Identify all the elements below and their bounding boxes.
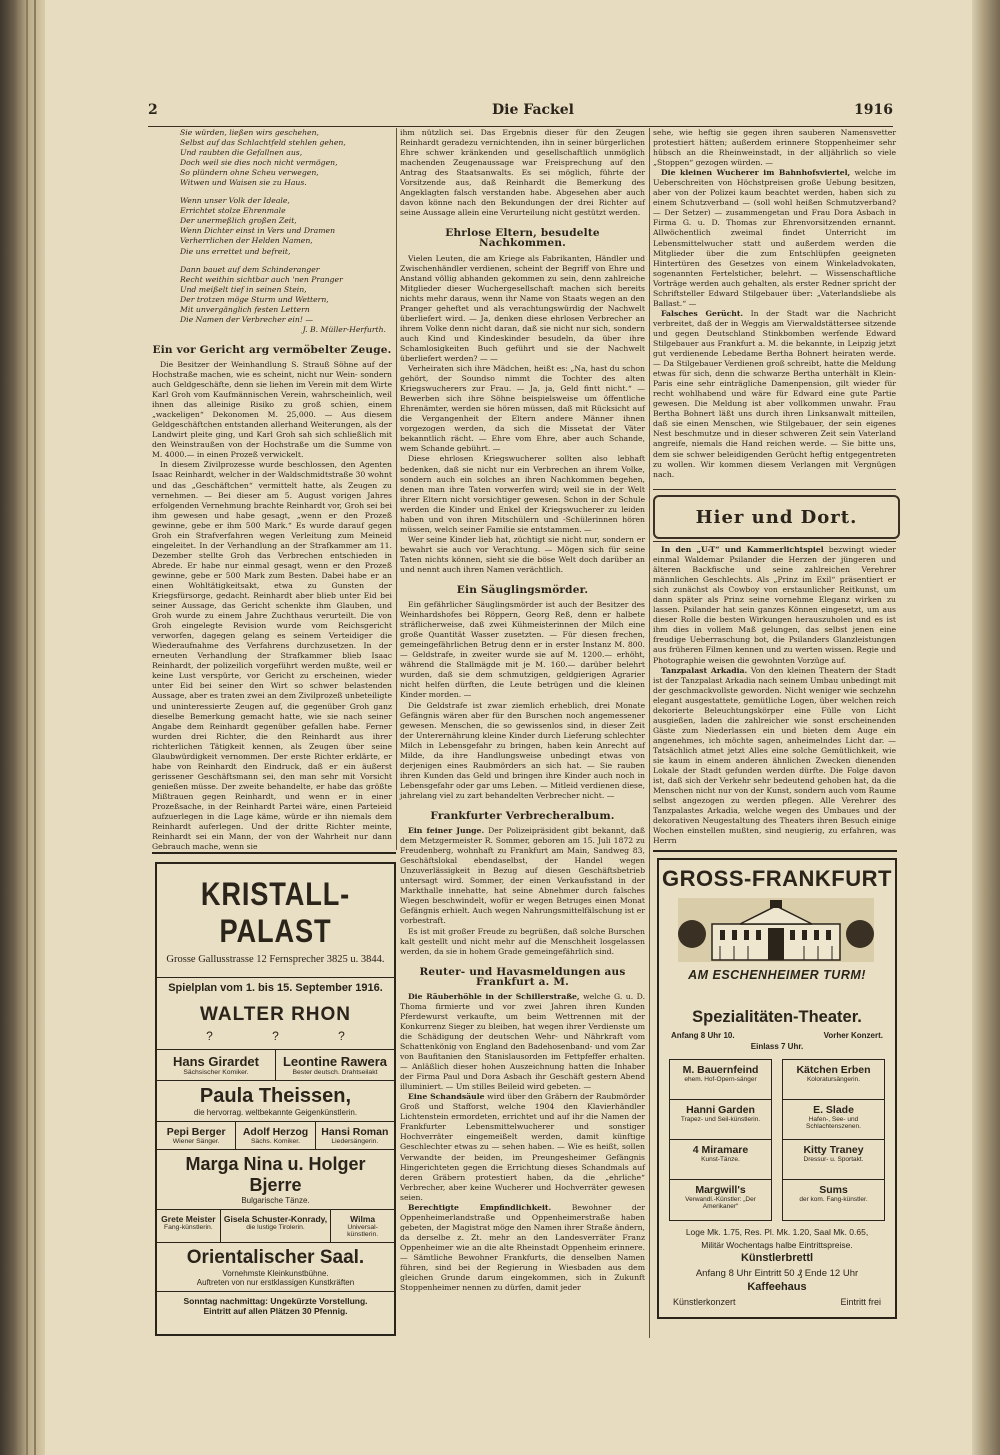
ad-title: GROSS-FRANKFURT: [659, 860, 895, 892]
paragraph: Die Besitzer der Weinhandlung S. Strauß Söhne auf der Hochstraße machen, wie es scheint, nicht nur Wein- sondern auch Geldgeschäfte, denn sie liehen im Verein mit dem Wirte Karl Groh vom Kaufmännischen Verein, wahrscheinlich, weil ihnen das alleinige Risiko zu groß schien, einem „wackeligen“ Dekonomen M. 25,000. — Aus diesem Geldgeschäftchen entstanden allerhand Weiterungen, als der Landwirt pleite ging, und Karl Groh sah sich schließlich mit den Weinstraußen von der Hochstraße um die Summe von M. 4000.— in einen Prozeß verwickelt.: [152, 359, 392, 460]
kuenstlerkonzert: Künstlerkonzert: [673, 1297, 736, 1307]
paragraph: Falsches Gerücht. In der Stadt war die Nachricht verbreitet, daß der in Weggis am Vierwaldstättersee sitzende und gegen Deutschland Stinkbomben werfende Edward Stilgebauer aus Frankfurt a. M. die bekannte, in Leipzig jetzt gut verdienende Lebedame Bertha Bohnert heiraten werde. — Da Stilgebauer Verdienen groß schreibt, hatte die Meldung etwas für sich, denn die schwarze Bertha unterhält in Klein-Paris eine sehr einträgliche Damenpension, gilt wieder für recht wohlhabend und wäre für Edward eine gute Partie gewesen. Die Meldung ist aber vollkommen unwahr. Frau Bertha Bohnert läßt uns durch ihren Linksanwalt mitteilen, daß sie einen Menschen, wie Stilgebauer, der sein eigenes Nest beschmutze und in dieser schweren Zeit sein Vaterland angreife, niemals die Hand reichen werde. — Sie bitte uns, dem sie schwer beleidigenden Gerücht heftig entgegentreten zu wollen. Wir kommen diesem Verlangen mit Vergnügen nach.: [653, 308, 896, 479]
paragraph: In den „U-T“ und Kammerlichtspiel bezwingt wieder einmal Waldemar Psilander die Herzen der jüngeren und älteren Backfische und seine zahlreichen Verehrer männlichen Geschlechts. Als „Prinz im Exil“ präsentiert er sich zunächst als Cowboy von erstaunlicher Reitkunst, um dann später als Prinz seine vornehme Eleganz wirken zu lassen. Psilander hat sein ganzes Können eingesetzt, um aus dieser Rolle die besten Wirkungen herauszuholen und es ist ihm dies in vollem Maß gelungen, das selbst jenen eine freudige Ueberraschung bot, die Psilanders Glanzleistungen aus früheren Filmen kennen und zu werten wissen. Regie und Photographie weisen die gewohnten Vorzüge auf.: [653, 545, 896, 665]
paragraph: Wer seine Kinder lieb hat, züchtigt sie nicht nur, sondern er bewahrt sie auch vor Verachtung. — Mögen sich für seine Taten nichts können, sieht sie die böse Welt doch darüber an und nennt auch ihren Namen verächtlich.: [400, 534, 645, 574]
kristall-palast-ad: KRISTALL-PALAST Grosse Gallusstrasse 12 Fernsprecher 3825 u. 3844. Spielplan vom 1. bis 15. September 1916. WALTER RHON ? ? ? Hans Girardet Sächsischer Komiker. Leontine Rawera Bester deutsch. Drahtseilakt Paula Theissen, die hervorrag. weltbekannte Geigenkünstlerin. Pepi Berger Wiener Sänger. Adolf Herzog Sächs. Komiker. Hansi Roman Liedersängerin. Marga Nina u. Holger Bjerre Bulgarische Tänze. Grete Meister Fang-künstlerin. Gisela Schuster-Konrady, die lustige Tirolerin. Wilma Universal-künstlerin. Orientalischer Saal. Vornehmste Kleinkunstbühne. Auftreten von nur erstklassigen Kunstkräften Sonntag nachmittag: Ungekürzte Vorstellung. Eintritt auf allen Plätzen 30 Pfennig.: [155, 862, 396, 1336]
ad-rule: [152, 852, 396, 854]
military-note: Militär Wochentags halbe Eintrittspreise.: [701, 1240, 853, 1250]
paragraph: sehe, wie heftig sie gegen ihren sauberen Namensvetter protestiert hätten; außerdem erinnere Stoppenheimer sehr hübsch an die Rheinweinstadt, in der alljährlich so viele „Stoppen“ gezogen würden. —: [653, 128, 896, 168]
page-number: 2: [148, 102, 158, 118]
paragraph: In diesem Zivilprozesse wurde beschlossen, den Agenten Isaac Reinhardt, welcher in der Waldschmidtstraße 30 wohnt und das „Geschäftchen“ vermittelt hatte, als Zeugen zu vernehmen. — Bei dieser am 5. August vorigen Jahres erfolgenden Vernehmung brachte Reinhardt vor, Groh sei bei ihm gewesen und habe gesagt, „wenn er den Prozeß gewinne, gebe er ihm 500 Mark.“ Es wurde darauf gegen Groh ein Strafverfahren wegen Verleitung zum Meineid eingeleitet. In der Verhandlung an der Strafkammer am 11. Dezember stellte Groh das Verbrechen entschieden in Abrede. Er habe nur einmal gesagt, wenn er den Prozeß gewinne, gebe er 500 Mark zum Besten. Dabei habe er an einen Wohltätigkeitsakt, etwa zu Gunsten der Kriegsfürsorge, gedacht. Reinhardt aber blieb unter Eid bei seiner Aussage, das Gericht schenkte ihm Glauben, und Groh wurde zu einem Jahre Zuchthaus verurteilt. Die von Groh eingelegte Revision wurde vom Reichsgericht verworfen, dagegen gelang es seinem Verteidiger die Wiederaufnahme des Verfahrens durchzusetzen. In der erneuten Verhandlung der Strafkammer blieb Isaac Reinhardt, der polizeilich vorgeführt werden mußte, weil er keine Lust verspürte, vor Gericht zu erscheinen, wieder unter Eid bei seiner den Wirt so schwer belastenden Aussage, aber es traten zwei an dem Zivilprozeß unbeteiligte und uninteressierte Zeugen auf, die gegenüber Groh ganz dieselbe Bemerkung gemacht hatte, wie sie nach seiner Angabe dem Reinhardt gegenüber gefallen habe. Ferner wurden drei Richter, die den Reinhardt aus ihrer richterlichen Tätigkeit kennen, als Zeugen über seine Glaubwürdigkeit vernommen. Der erste Richter erklärte, er habe von Reinhardt den Eindruck, daß er ein äußerst gerissener Geschäftsmann sei, den man sehr mit Vorsicht genießen müsse. Der zweite behandelte, er habe das größte Mißtrauen gegen Reinhardt, und wenn er in einer Prozeßsache, in der Reinhardt Partei wäre, einen Parteieid aufzuerlegen in die Lage käme, würde er ihn niemals dem Reinhardt auferlegen. Und der dritte Richter meinte, Reinhardt sei ein Mann, der von der Wahrheit nur dann Gebrauch mache, wenn sie: [152, 460, 392, 852]
column-1: [152, 128, 392, 852]
section-rule: [653, 541, 896, 542]
ad-rule: [653, 850, 897, 852]
concert-note: Vorher Konzert.: [823, 1031, 883, 1040]
sunday-note: Sonntag nachmittag: Ungekürzte Vorstellung.: [183, 1296, 368, 1306]
start-time: Anfang 8 Uhr 10.: [671, 1031, 735, 1040]
paragraph: Berechtigte Empfindlichkeit. Bewohner der Oppenheimerlandstraße und Oppenheimerstraße haben gebeten, der Magistrat möge den Namen ihrer Straße ändern, da derselbe z. Zt. mehr an den Landesverräter Franz Oppenheimer wie an die alte Rheinstadt Oppenheim erinnere. — Sämtliche Bewohner Frankfurts, die denselben Namen führen, sind bei der Regierung in Wiesbaden aus dem gleichen Grunde darum eingekommen, sich in Zukunft Stoppenheimer nennen zu dürfen, damit jeder: [400, 1202, 646, 1293]
entry-price: Eintritt auf allen Plätzen 30 Pfennig.: [203, 1306, 348, 1316]
column-rule: [396, 128, 397, 850]
column-rule: [649, 128, 650, 1338]
page-year: 1916: [854, 102, 893, 118]
paragraph: Tanzpalast Arkadia. Von den kleinen Theatern der Stadt ist der Tanzpalast Arkadia nach seinem Umbau unbedingt mit der geschmackvollste geworden. Nicht weniger wie sechzehn elegant ausgestattete, gemütliche Logen, über welchen reich dekorierte Beleuchtungskörper eine Fülle von Licht ausgießen, laden die zahlreicher wie sonst erscheinenden Gäste zum Niederlassen ein und bieten dem Auge ein angenehmes, ich möchte sagen, anheimelndes Licht dar. — Tatsächlich atmet jetzt Alles eine solche Gemütlichkeit, wie sie kaum in einem anderen ähnlichen Zwecken dienenden Lokale der Stadt gefunden werden dürfte. Die Folge davon ist, daß sich der Verkehr sehr bedeutend gehoben hat, da die Menschen nicht nur von der Kunst, sondern auch vom Raume selbst angezogen zu werden pflegen. Alle Verehrer des Tanzpalastes Arkadia, welche wegen des Umbaues und der dekorativen Neugestaltung des Theaters ihren Besuch einige Wochen einstellen mußten, sind neugierig, zu erfahren, was Herrn: [653, 665, 896, 846]
headline-eltern: Ehrlose Eltern, besudelte Nachkommen.: [445, 227, 600, 250]
paragraph: Diese ehrlosen Kriegswucherer sollten also lebhaft bedenken, daß sie nicht nur ein Verbrechen an ihrem Volke, sondern auch ein solches an ihren Nachkommen begehen, denen man ihre Taten vorwerfen wird; weil sie in der Welt ihrer Eltern nicht vorsichtiger gewesen. Schon in der Schule werden die Kinder und Enkel der Kriegswucherer zu leiden haben und von ihren Mitschülern und -Schülerinnen hören müssen, welch seiner Familie sie entstammen. —: [400, 454, 645, 534]
page-edge: [972, 0, 1000, 1455]
paragraph: Es ist mit großer Freude zu begrüßen, daß solche Burschen kalt gestellt und nicht mehr auf die Menschheit losgelassen werden, da sie in hohem Grade gemeingefährlich sind.: [400, 926, 645, 956]
paragraph: Eine Schandsäule wird über den Gräbern der Raubmörder Groß und Stafforst, welche 1904 den Klavierhändler Lichtenstein ermordeten, errichtet und auf ihr die Namen der Frankfurter Lebensmittelwucherer und sonstiger Hochverräter eingemeißelt werden, damit künftige Geschlechter etwas zu — sehen haben. — Wie es heißt, sollen Verwandte der beiden, im Preungesheimer Gefängnis Hingerichteten gegen die Errichtung dieses Schandmals auf deren Gräbern protestiert haben, da die „ehrliche“ Verbrecher, aber keine Wucherer und Hochverräter gewesen seien.: [400, 1092, 646, 1202]
section-rule: [653, 489, 896, 490]
book-binding: [0, 0, 45, 1455]
paragraph: Verheiraten sich ihre Mädchen, heißt es: „Na, hast du schon gehört, der Soundso nimmt die Tochter des alten Kriegswucherers zur Frau. — Ja, ja, Geld fintt nicht.“ — Bewerben sich ihre Söhne beispielsweise um öffentliche Ehrenämter, werden sie hören müssen, daß mit Rücksicht auf die Vergangenheit der Eltern andere Männer ihnen vorgezogen werden, da sich die Missetat der Väter bekanntlich rächt. — Ehre vom Ehre, aber auch Schande, wem Schande gebührt. —: [400, 364, 645, 454]
headline-saeugling: Ein Säuglingsmörder.: [456, 584, 589, 597]
ad-subtitle: AM ESCHENHEIMER TURM!: [688, 968, 866, 982]
spezialitaeten-theater: Spezialitäten-Theater.: [692, 1008, 862, 1026]
paragraph: Ein gefährlicher Säuglingsmörder ist auch der Besitzer des Weinhardshofes bei Röppern, Georg Reß, denn er halbete sträflicherweise, daß zwei Kühmeisterinnen der Milch eine große Quantität Wasser zusetzten. — Für diesen frechen, gemeingefährlichen Betrug denn er in erster Instanz M. 800.— Geldstrafe, in zweiter wurde sie auf M. 1200.— erhöht, während die Stallmägde mit je M. 160.— darüber belehrt wurden, daß sie dem schmutzigen, geldgierigen Agrarier nicht helfen dürften, die Leute betrügen und die kleinen Kinder morden. —: [400, 600, 645, 700]
question-marks: ? ? ?: [206, 1029, 373, 1043]
headline-reuter: Reuter- und Havasmeldungen aus Frankfurt a. M.: [419, 965, 626, 988]
column-2: [400, 128, 645, 1293]
ad-program: Spielplan vom 1. bis 15. September 1916.: [157, 977, 394, 994]
ad-address: Grosse Gallusstrasse 12 Fernsprecher 3825 u. 3844.: [166, 954, 385, 965]
headliner: WALTER RHON: [199, 1004, 352, 1025]
poem-author: J. B. Müller-Herfurth.: [302, 324, 386, 334]
poem: Sie würden, ließen wirs geschehen, Selbst auf das Schlachtfeld stehlen gehen, Und raubten die Gefallnen aus, Doch weil sie dies noch nicht vermögen, So plündern ohne Scheu verwegen, Witwen und Waisen sie zu Haus. Wenn unser Volk der Ideale, Errichtet stolze Ehrenmale Der unermeßlich großen Zeit, Wenn Dichter einst in Vers und Dramen Verherrlichen der Helden Namen, Die uns errettet und befreit, Dann bauet auf dem Schinderanger Recht weithin sichtbar auch 'nen Pranger Und meißelt tief in seinen Stein, Der trotzen möge Sturm und Wettern, Mit unvergänglich festen Lettern Die Namen der Verbrecher ein! —: [180, 128, 346, 324]
act-paula: Paula Theissen,: [199, 1085, 352, 1107]
einlass: Einlass 7 Uhr.: [750, 1042, 804, 1051]
paragraph: Ein feiner Junge. Der Polizeipräsident gibt bekannt, daß dem Metzgermeister R. Sommer, geboren am 15. Juli 1872 zu Freudenberg, wohnhaft zu Frankfurt am Main, Sandweg 83, Geschäftslokal ebendaselbst, der Handel wegen Unzuverlässigkeit in Bezug auf diesen Geschäftsbetrieb untersagt wird. Sommer, der einen Verkaufsstand in der Markthalle innehatte, hat seine Abnehmer durch falsches Wiegen beschwindelt, wofür er wegen Betruges einen Monat Gefängnis erhielt. Auch wegen Nahrungsmittelfälschung ist er vorbestraft.: [400, 826, 645, 926]
gross-frankfurt-ad: GROSS-FRANKFURT AM ESCHENHEIMER TURM! Spezialitäten-Theater. Anfang 8 Uhr 10. Vorher Konzert. Einlass 7 Uhr. M. Bauernfeind ehem. Hof-Opern-sänger Hanni Garden Trapez- und Seil-künstlerin. 4 Miramare Kunst-Tänze. Margwill's Verwandl.-Künstler: „Der Amerikaner“ Kätchen Erben Koloratursängerin. E. Slade Hafen-, See- und Schlachtenszenen. Kitty Traney Dressur- u. Sportakt. Sums der kom. Fang-künstler. Loge Mk. 1.75, Res. Pl. Mk. 1.20, Saal Mk. 0.65, Militär Wochentags halbe Eintrittspreise. Künstlerbrettl Anfang 8 Uhr Eintritt 50 ₰ Ende 12 Uhr Kaffeehaus Künstlerkonzert Eintritt frei: [657, 858, 897, 1319]
paragraph: Die kleinen Wucherer im Bahnhofsviertel, welche im Ueberschreiten von Höchstpreisen große Uebung besitzen, aber von der Polizei kaum beachtet werden, haben sich zu einem Schutzverband — (soll wohl heißen Schmutzverband? — Der Setzer) — zusammengetan und Frau Dora Asbach in Firma G. u. D. Thomas zur Ehrenvorsitzenden ernannt. Allwöchentlich zweimal findet Unterricht im Lebensmittelwucher statt und außerdem werden die Mitglieder über die zum Entschlüpfen geeigneten Hintertüren des Gesetzes von einem Winkeladvokaten, sogenannten Fertelsticher, belehrt. — Wissenschaftliche Vorträge werden auch gehalten, als erster Redner spricht der Schriftsteller Edward Stilgebauer über: „Vaterlandsliebe als Ballast.“ —: [653, 168, 896, 308]
page-header: [148, 100, 893, 127]
headline-gericht: Ein vor Gericht arg vermöbelter Zeuge.: [152, 343, 392, 356]
orientalischer-saal: Orientalischer Saal.: [186, 1247, 365, 1268]
kb-times: Anfang 8 Uhr Eintritt 50 ₰ Ende 12 Uhr: [695, 1268, 859, 1279]
paragraph: ihm nützlich sei. Das Ergebnis dieser für den Zeugen Reinhardt geradezu vernichtenden, ihn in seiner bürgerlichen Ehre schwer kränkenden und gesellschaftlich unmöglich machenden Zeugenaussage war Freisprechung auf den Antrag des Staatsanwalts. Es sei möglich, führte der Vorsitzende aus, daß Reinhardt die Bemerkung des Angeklagten falsch verstanden habe. Abgesehen aber auch davon könne nach den Bekundungen der drei Richter auf seine Aussage allein eine Verurteilung nicht gestützt werden.: [400, 128, 645, 218]
prices: Loge Mk. 1.75, Res. Pl. Mk. 1.20, Saal Mk. 0.65,: [685, 1227, 869, 1237]
paragraph: Die Räuberhöhle in der Schillerstraße, welche G. u. D. Thoma firmierte und vor zwei Jahren ihren Kunden Pferdewurst verkaufte, um beim Wettrennen mit der Konkurrenz Sieger zu bleiben, hat wegen ihrer Verdienste um die Schädigung der deutschen Wehr- und Nährkraft vom Schattenkönig von England den Badehosenband- und vom Zar von Baufitanien den Stanislausorden im Fettpfeffer erhalten. — Anläßlich dieser hohen Auszeichnung hatten die Inhaber der Firma Paul und Dora Asbach ihr Geschäft gestern Abend illuminiert. — Um stilles Beileid wird gebeten. —: [400, 991, 646, 1092]
masthead: Die Fackel: [492, 102, 574, 118]
ad-title: KRISTALL-PALAST: [200, 876, 351, 949]
kaffeehaus: Kaffeehaus: [747, 1281, 807, 1293]
paragraph: Die Geldstrafe ist zwar ziemlich erheblich, drei Monate Gefängnis wären aber für den Burschen noch angemessener gewesen. Menschen, die so gewissenlos sind, in dieser Zeit der Unterernährung kleine Kinder durch Lieferung schlechter Milch in Lebensgefahr zu bringen, haben kein Anrecht auf Milde, da ihre Handlungsweise unbedingt etwas von derjenigen eines Raubmörders an sich hat. — Sie rauben ihren Kunden das Geld und bringen ihre Kinder auch noch in Lebensgefahr oder gar ums Leben. — Mitleid verdienen diese, jahrelang viel zu zart behandelten Verbrecher nicht. —: [400, 700, 645, 800]
column-3-lower: [653, 545, 896, 846]
theater-building-illustration: [678, 898, 874, 962]
headline-album: Frankfurter Verbrecheralbum.: [430, 810, 615, 822]
act-marga: Marga Nina u. Holger Bjerre: [185, 1154, 366, 1195]
column-3: [653, 128, 896, 480]
kuenstlerbrettl: Künstlerbrettl: [740, 1252, 814, 1264]
hier-und-dort-heading: Hier und Dort.: [653, 495, 900, 539]
paragraph: Vielen Leuten, die am Kriege als Fabrikanten, Händler und Zwischenhändler verdienen, scheint der Begriff von Ehre und Anstand völlig abhanden gekommen zu sein, denn zahlreiche Mitglieder dieser Wuchergesellschaft machen sich bereits nichts mehr daraus, wenn ihr Name von Staats wegen an den Pranger geheftet und als verachtungswürdig der Nachwelt überliefert wird. — Ja, denken diese ehrlosen Verbrecher an ihrem Volke denn nicht daran, daß sie nicht nur sich, sondern auch Kind und Kindeskinder besudeln, da über ihre Schamlosigkeiten Buch geführt und sie der Nachwelt überliefert werden? — —: [400, 253, 645, 363]
eintritt-frei: Eintritt frei: [840, 1297, 881, 1307]
